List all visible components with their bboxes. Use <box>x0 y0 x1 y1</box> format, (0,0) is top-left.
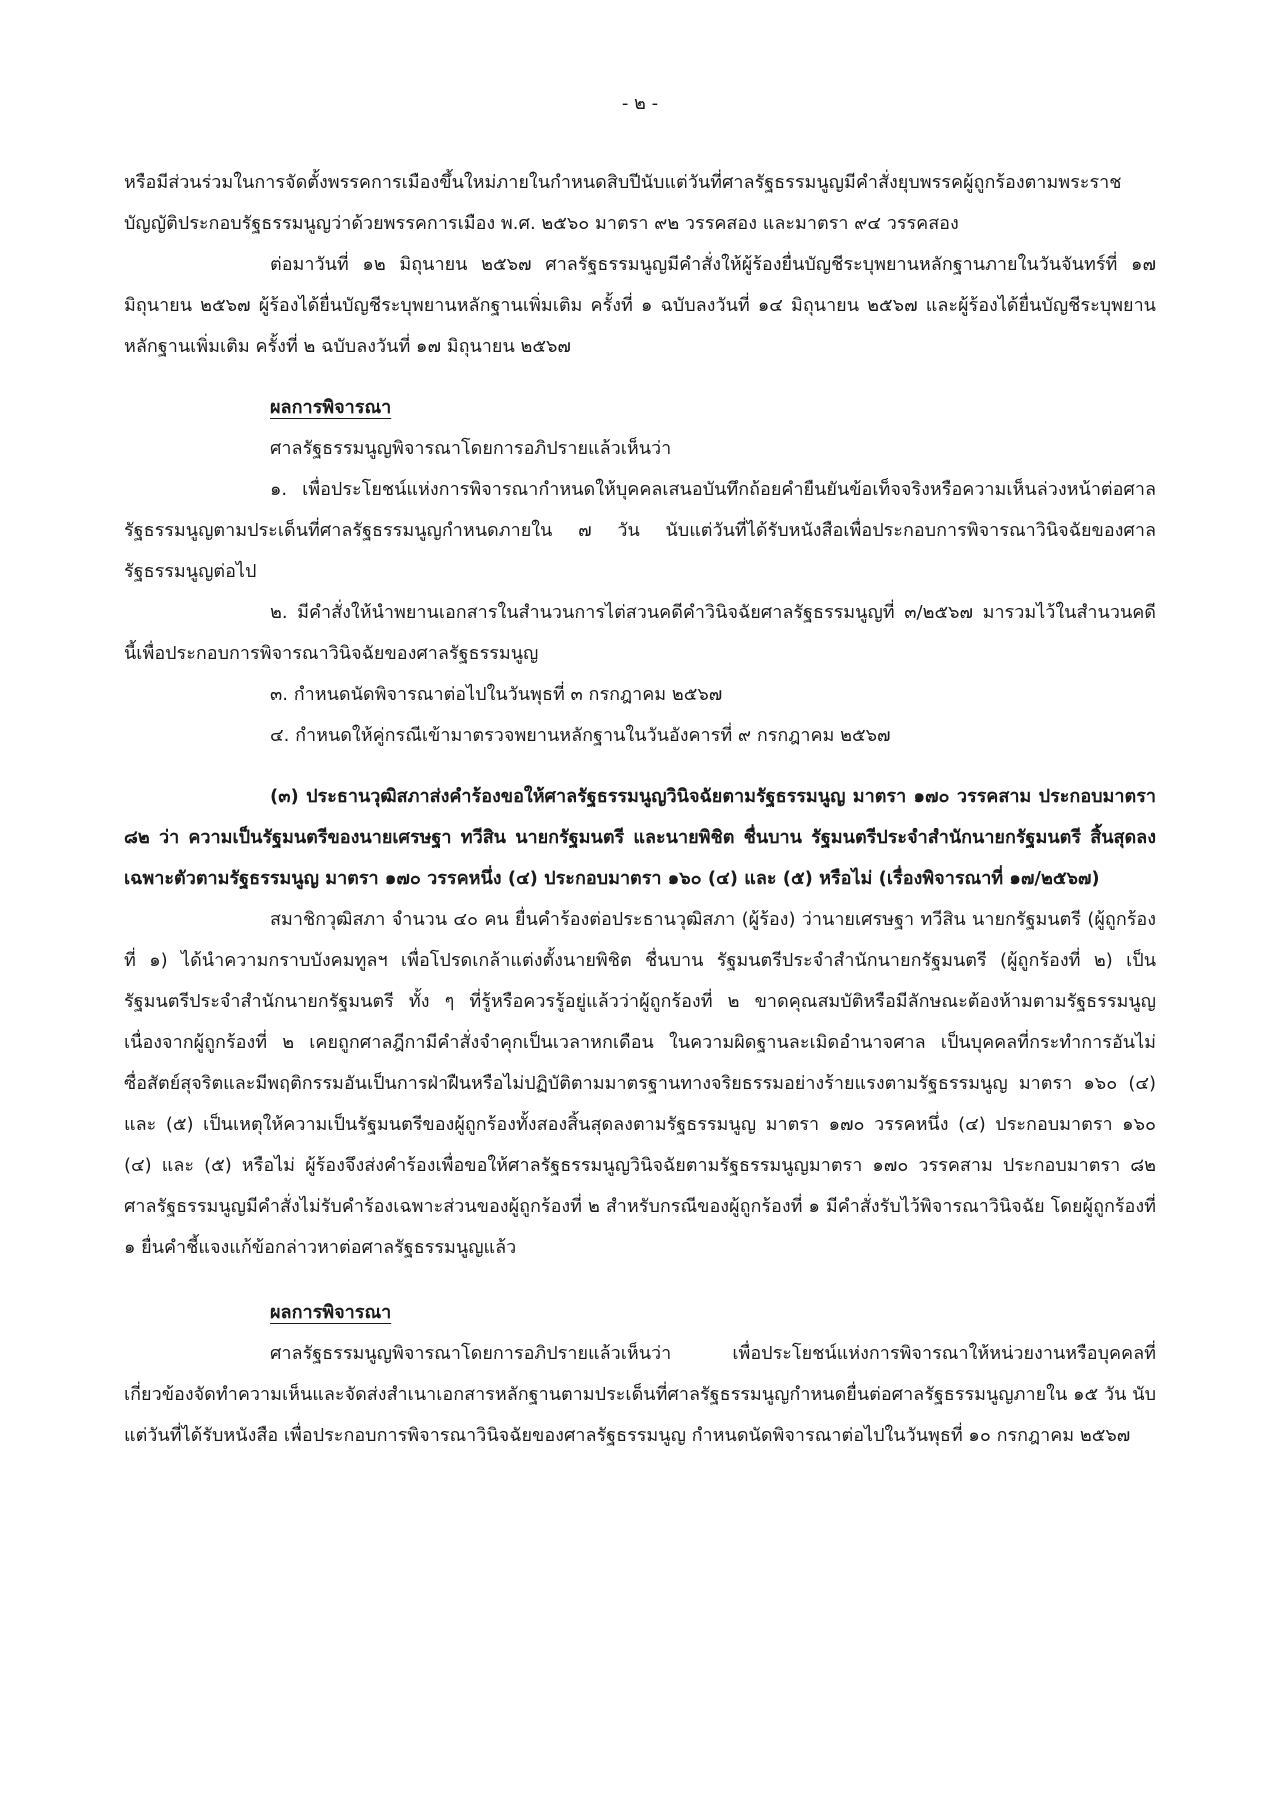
spacer <box>124 367 1156 387</box>
page-number: - ๒ - <box>621 93 659 114</box>
spacer <box>124 1268 1156 1292</box>
section2-result-item-4: ๔. กำหนดให้คู่กรณีเข้ามาตรวจพยานหลักฐานในวันอังคารที่ ๙ กรกฎาคม ๒๕๖๗ <box>270 725 891 746</box>
section2-result-heading: ผลการพิจารณา <box>270 397 392 418</box>
section2-result-item-1: ๑. เพื่อประโยชน์แห่งการพิจารณากำหนดให้บุคคลเสนอบันทึกถ้อยคำยืนยันข้อเท็จจริงหรือความเห็นล่วงหน้าต่อศาลรัฐธรรมนูญตามประเด็นที่ศาลรัฐธรรมนูญกำหนดภายใน ๗ วัน นับแต่วันที่ได้รับหนังสือเพื่อประกอบการพิจารณาวินิจฉัยของศาลรัฐธรรมนูญต่อไป <box>124 479 1156 582</box>
section2-intro-paragraph: หรือมีส่วนร่วมในการจัดตั้งพรรคการเมืองขึ้นใหม่ภายในกำหนดสิบปีนับแต่วันที่ศาลรัฐธรรมนูญมีคำสั่งยุบพรรคผู้ถูกร้องตามพระราชบัญญัติประกอบรัฐธรรมนูญว่าด้วยพรรคการเมือง พ.ศ. ๒๕๖๐ มาตรา ๙๒ วรรคสอง และมาตรา ๙๔ วรรคสอง <box>124 172 1122 234</box>
section2-followup-paragraph: ต่อมาวันที่ ๑๒ มิถุนายน ๒๕๖๗ ศาลรัฐธรรมนูญมีคำสั่งให้ผู้ร้องยื่นบัญชีระบุพยานหลักฐานภายในวันจันทร์ที่ ๑๗ มิถุนายน ๒๕๖๗ ผู้ร้องได้ยื่นบัญชีระบุพยานหลักฐานเพิ่มเติม ครั้งที่ ๑ ฉบับลงวันที่ ๑๔ มิถุนายน ๒๕๖๗ และผู้ร้องได้ยื่นบัญชีระบุพยานหลักฐานเพิ่มเติม ครั้งที่ ๒ ฉบับลงวันที่ ๑๗ มิถุนายน ๒๕๖๗ <box>124 254 1156 357</box>
document-body <box>124 162 1156 1456</box>
section2-result-item-3: ๓. กำหนดนัดพิจารณาต่อไปในวันพุธที่ ๓ กรกฎาคม ๒๕๖๗ <box>270 684 723 705</box>
section3-result-paragraph: ศาลรัฐธรรมนูญพิจารณาโดยการอภิปรายแล้วเห็นว่า เพื่อประโยชน์แห่งการพิจารณาให้หน่วยงานหรือบุคคลที่เกี่ยวข้องจัดทำความเห็นและจัดส่งสำเนาเอกสารหลักฐานตามประเด็นที่ศาลรัฐธรรมนูญกำหนดยื่นต่อศาลรัฐธรรมนูญภายใน ๑๕ วัน นับแต่วันที่ได้รับหนังสือ เพื่อประกอบการพิจารณาวินิจฉัยของศาลรัฐธรรมนูญ กำหนดนัดพิจารณาต่อไปในวันพุธที่ ๑๐ กรกฎาคม ๒๕๖๗ <box>124 1343 1156 1446</box>
section2-result-intro: ศาลรัฐธรรมนูญพิจารณาโดยการอภิปรายแล้วเห็นว่า <box>270 438 672 459</box>
section3-title: (๓) ประธานวุฒิสภาส่งคำร้องขอให้ศาลรัฐธรรมนูญวินิจฉัยตามรัฐธรรมนูญ มาตรา ๑๗๐ วรรคสาม ประกอบมาตรา ๘๒ ว่า ความเป็นรัฐมนตรีของนายเศรษฐา ทวีสิน นายกรัฐมนตรี และนายพิชิต ชื่นบาน รัฐมนตรีประจำสำนักนายกรัฐมนตรี สิ้นสุดลงเฉพาะตัวตามรัฐธรรมนูญ มาตรา ๑๗๐ วรรคหนึ่ง (๔) ประกอบมาตรา ๑๖๐ (๔) และ (๕) หรือไม่ (เรื่องพิจารณาที่ ๑๗/๒๕๖๗) <box>124 786 1156 889</box>
section3-body-paragraph: สมาชิกวุฒิสภา จำนวน ๔๐ คน ยื่นคำร้องต่อประธานวุฒิสภา (ผู้ร้อง) ว่านายเศรษฐา ทวีสิน นายกรัฐมนตรี (ผู้ถูกร้องที่ ๑) ได้นำความกราบบังคมทูลฯ เพื่อโปรดเกล้าแต่งตั้งนายพิชิต ชื่นบาน รัฐมนตรีประจำสำนักนายกรัฐมนตรี (ผู้ถูกร้องที่ ๒) เป็นรัฐมนตรีประจำสำนักนายกรัฐมนตรี ทั้ง ๆ ที่รู้หรือควรรู้อยู่แล้วว่าผู้ถูกร้องที่ ๒ ขาดคุณสมบัติหรือมีลักษณะต้องห้ามตามรัฐธรรมนูญ เนื่องจากผู้ถูกร้องที่ ๒ เคยถูกศาลฎีกามีคำสั่งจำคุกเป็นเวลาหกเดือน ในความผิดฐานละเมิดอำนาจศาล เป็นบุคคลที่กระทำการอันไม่ซื่อสัตย์สุจริตและมีพฤติกรรมอันเป็นการฝ่าฝืนหรือไม่ปฏิบัติตามมาตรฐานทางจริยธรรมอย่างร้ายแรงตามรัฐธรรมนูญ มาตรา ๑๖๐ (๔) และ (๕) เป็นเหตุให้ความเป็นรัฐมนตรีของผู้ถูกร้องทั้งสองสิ้นสุดลงตามรัฐธรรมนูญ มาตรา ๑๗๐ วรรคหนึ่ง (๔) ประกอบมาตรา ๑๖๐ (๔) และ (๕) หรือไม่ ผู้ร้องจึงส่งคำร้องเพื่อขอให้ศาลรัฐธรรมนูญวินิจฉัยตามรัฐธรรมนูญมาตรา ๑๗๐ วรรคสาม ประกอบมาตรา ๘๒ ศาลรัฐธรรมนูญมีคำสั่งไม่รับคำร้องเฉพาะส่วนของผู้ถูกร้องที่ ๒ สำหรับกรณีของผู้ถูกร้องที่ ๑ มีคำสั่งรับไว้พิจารณาวินิจฉัย โดยผู้ถูกร้องที่ ๑ ยื่นคำชี้แจงแก้ข้อกล่าวหาต่อศาลรัฐธรรมนูญแล้ว <box>124 909 1156 1258</box>
spacer <box>124 756 1156 776</box>
section3-result-heading: ผลการพิจารณา <box>270 1302 392 1323</box>
section2-result-item-2: ๒. มีคำสั่งให้นำพยานเอกสารในสำนวนการไต่สวนคดีคำวินิจฉัยศาลรัฐธรรมนูญที่ ๓/๒๕๖๗ มารวมไว้ในสำนวนคดีนี้เพื่อประกอบการพิจารณาวินิจฉัยของศาลรัฐธรรมนูญ <box>124 602 1156 664</box>
